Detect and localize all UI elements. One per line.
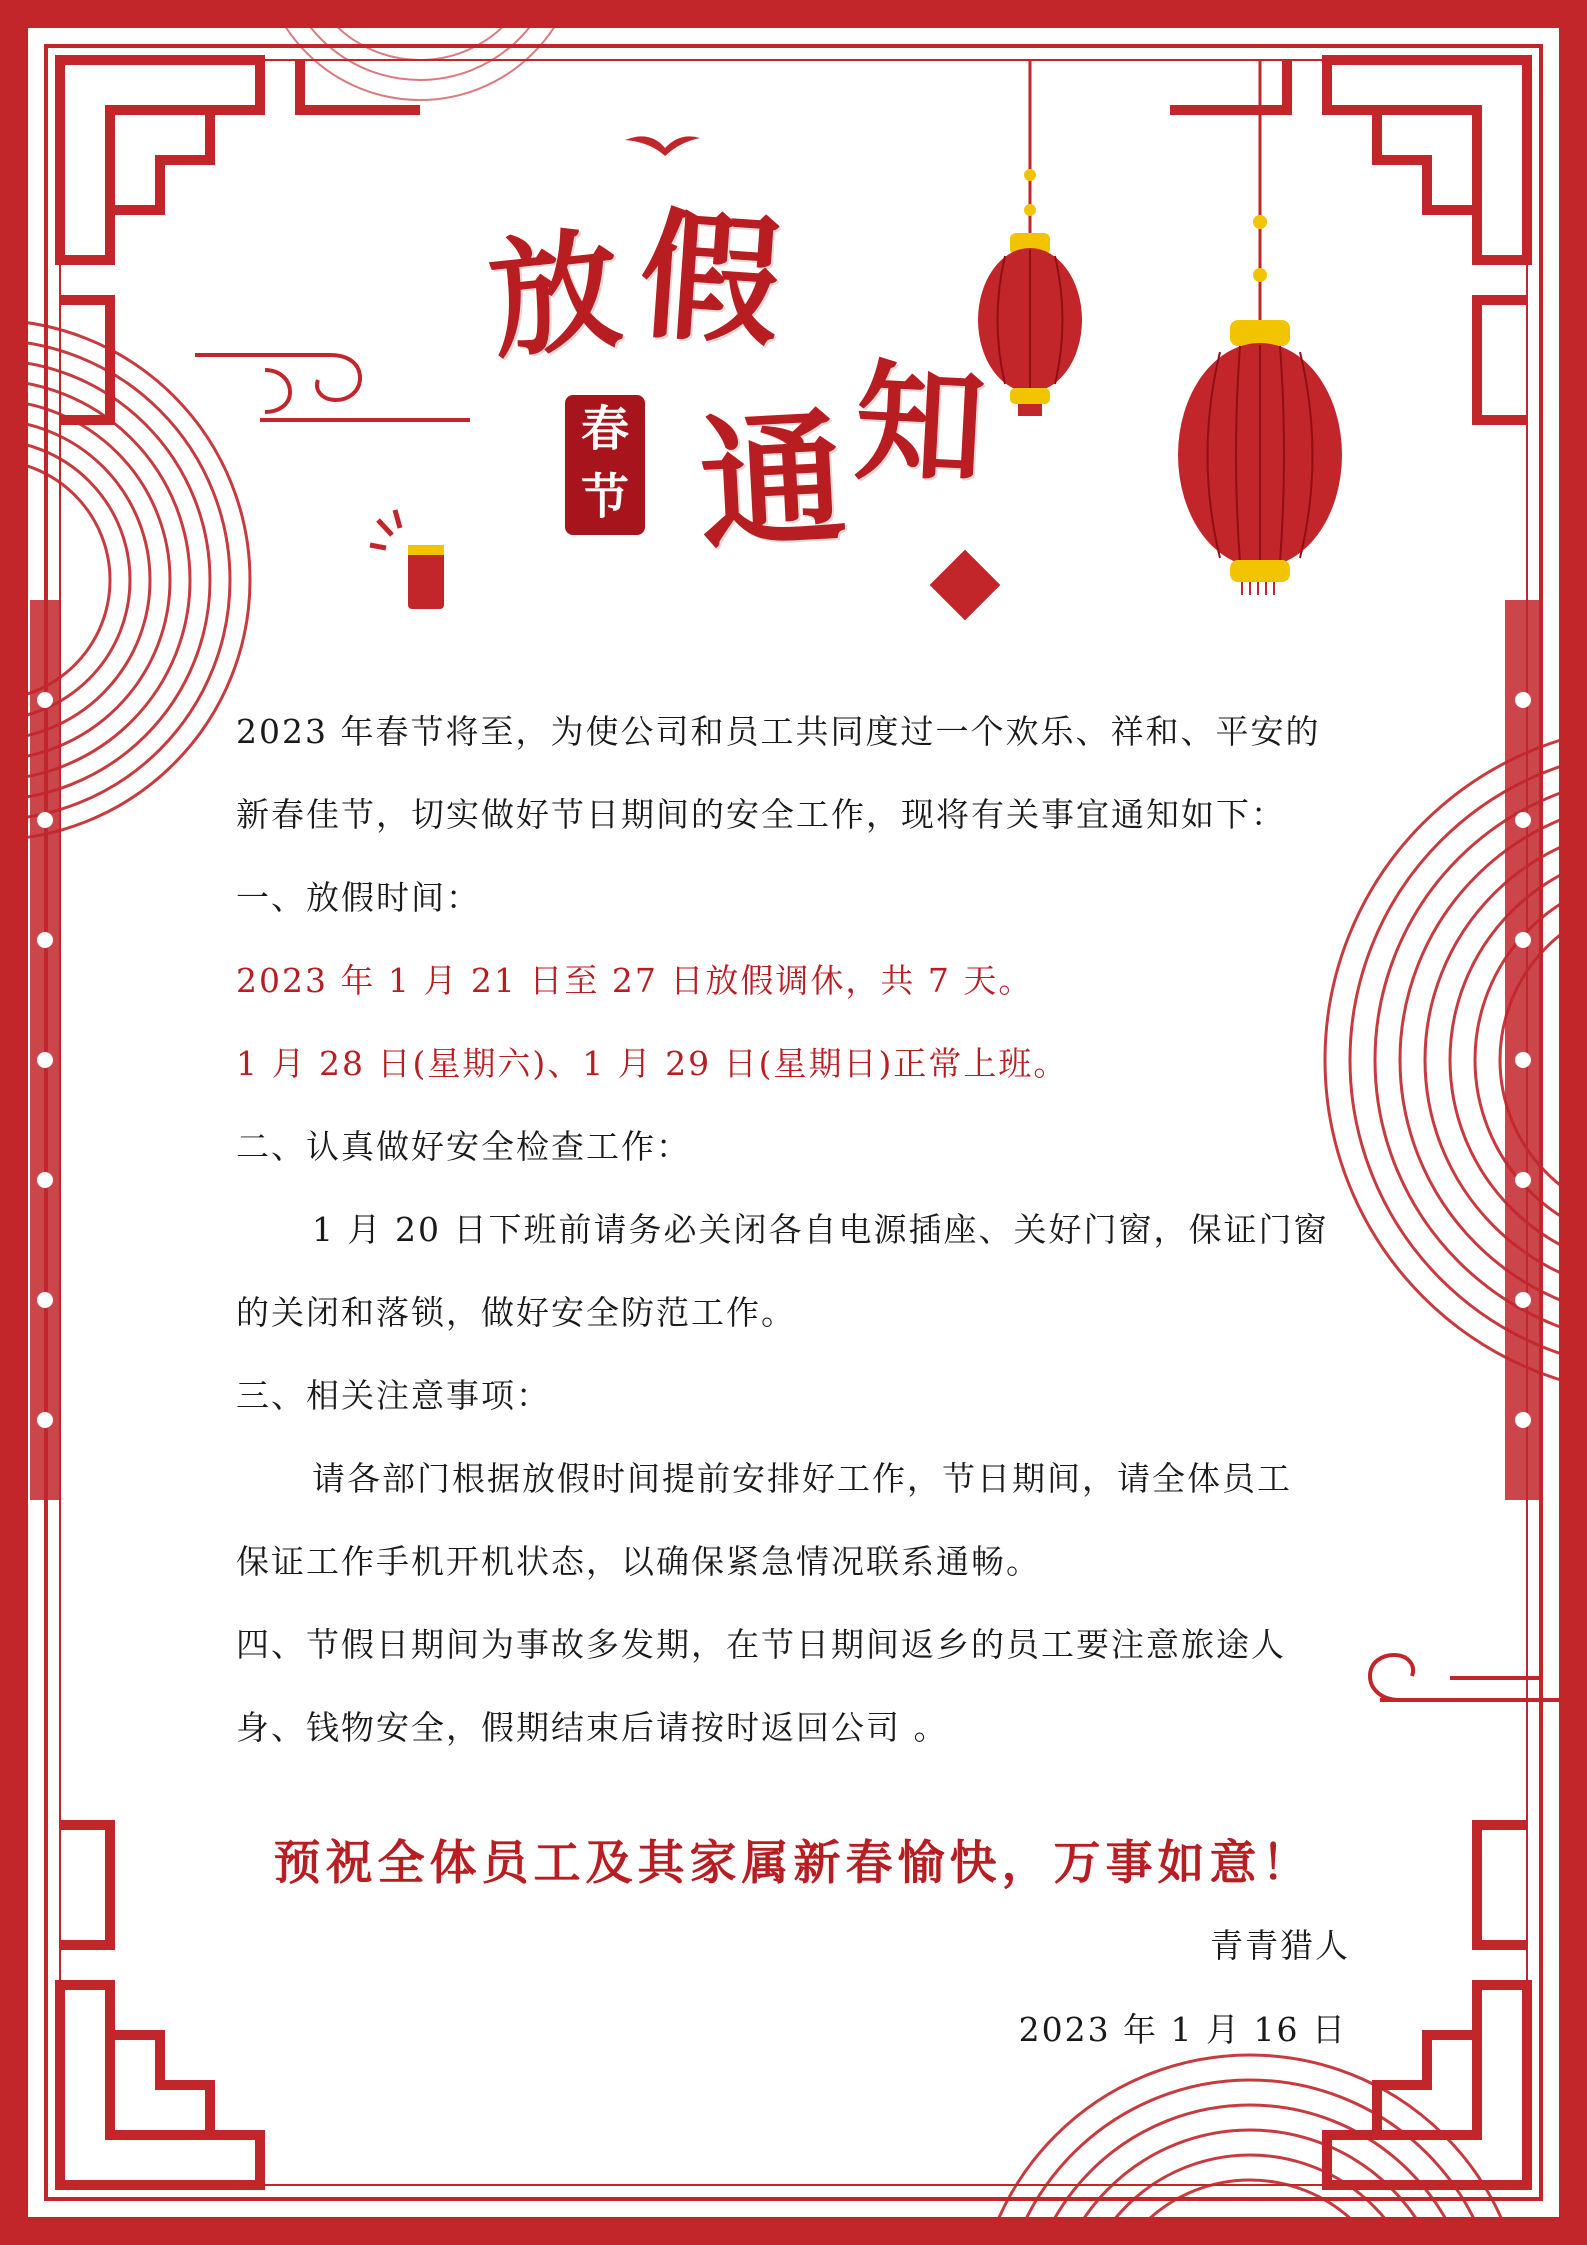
seal-char-2: 节: [580, 469, 629, 525]
cloud-scroll-right: [1370, 1655, 1560, 1700]
cloud-scroll-left: [195, 355, 470, 420]
spring-festival-seal: [565, 395, 645, 535]
section-heading-safety: 二、认真做好安全检查工作：: [236, 1127, 691, 1166]
title-char-4: 知: [851, 344, 989, 505]
section-heading-notes: 三、相关注意事项：: [236, 1376, 551, 1415]
body-line: 1 月 20 日下班前请务必关闭各自电源插座、关好门窗，保证门窗: [312, 1210, 1329, 1249]
title-char-1: 放: [482, 211, 628, 378]
workday-line: 1 月 28 日(星期六)、1 月 29 日(星期日)正常上班。: [236, 1044, 1069, 1083]
notice-title: [470, 193, 1070, 620]
holiday-period-line: 2023 年 1 月 21 日至 27 日放假调休，共 7 天。: [236, 961, 1034, 1000]
seal-char-1: 春: [580, 401, 629, 457]
notice-date: 2023 年 1 月 16 日: [1018, 2010, 1347, 2049]
title-char-2: 假: [634, 193, 786, 367]
lantern-large-icon: [1178, 60, 1342, 595]
body-line: 新春佳节，切实做好节日期间的安全工作，现将有关事宜通知如下：: [236, 795, 1286, 834]
body-line: 2023 年春节将至，为使公司和员工共同度过一个欢乐、祥和、平安的: [236, 712, 1321, 751]
concentric-circles-bottom: [975, 2055, 1525, 2245]
firecracker-icon: [370, 510, 444, 609]
new-year-wish: 预祝全体员工及其家属新春愉快，万事如意！: [273, 1836, 1314, 1891]
concentric-circles-right: [1325, 725, 1587, 1395]
lattice-band-left: [30, 600, 60, 1500]
bird-icon: [625, 136, 700, 156]
body-line: 的关闭和落锁，做好安全防范工作。: [236, 1293, 796, 1332]
body-line: 身、钱物安全，假期结束后请按时返回公司 。: [236, 1708, 949, 1747]
signature: 青青猎人: [1210, 1926, 1350, 1965]
body-line: 请各部门根据放假时间提前安排好工作，节日期间，请全体员工: [312, 1459, 1292, 1498]
lattice-band-right: [1505, 600, 1541, 1500]
corner-pattern-top-left: [60, 60, 420, 420]
body-line: 保证工作手机开机状态，以确保紧急情况联系通畅。: [236, 1542, 1041, 1581]
notice-body: [236, 690, 1356, 1769]
section-heading-travel: 四、节假日期间为事故多发期，在节日期间返乡的员工要注意旅途人: [236, 1625, 1286, 1664]
section-heading-holiday-time: 一、放假时间：: [236, 878, 481, 917]
title-char-3: 通: [695, 393, 850, 571]
